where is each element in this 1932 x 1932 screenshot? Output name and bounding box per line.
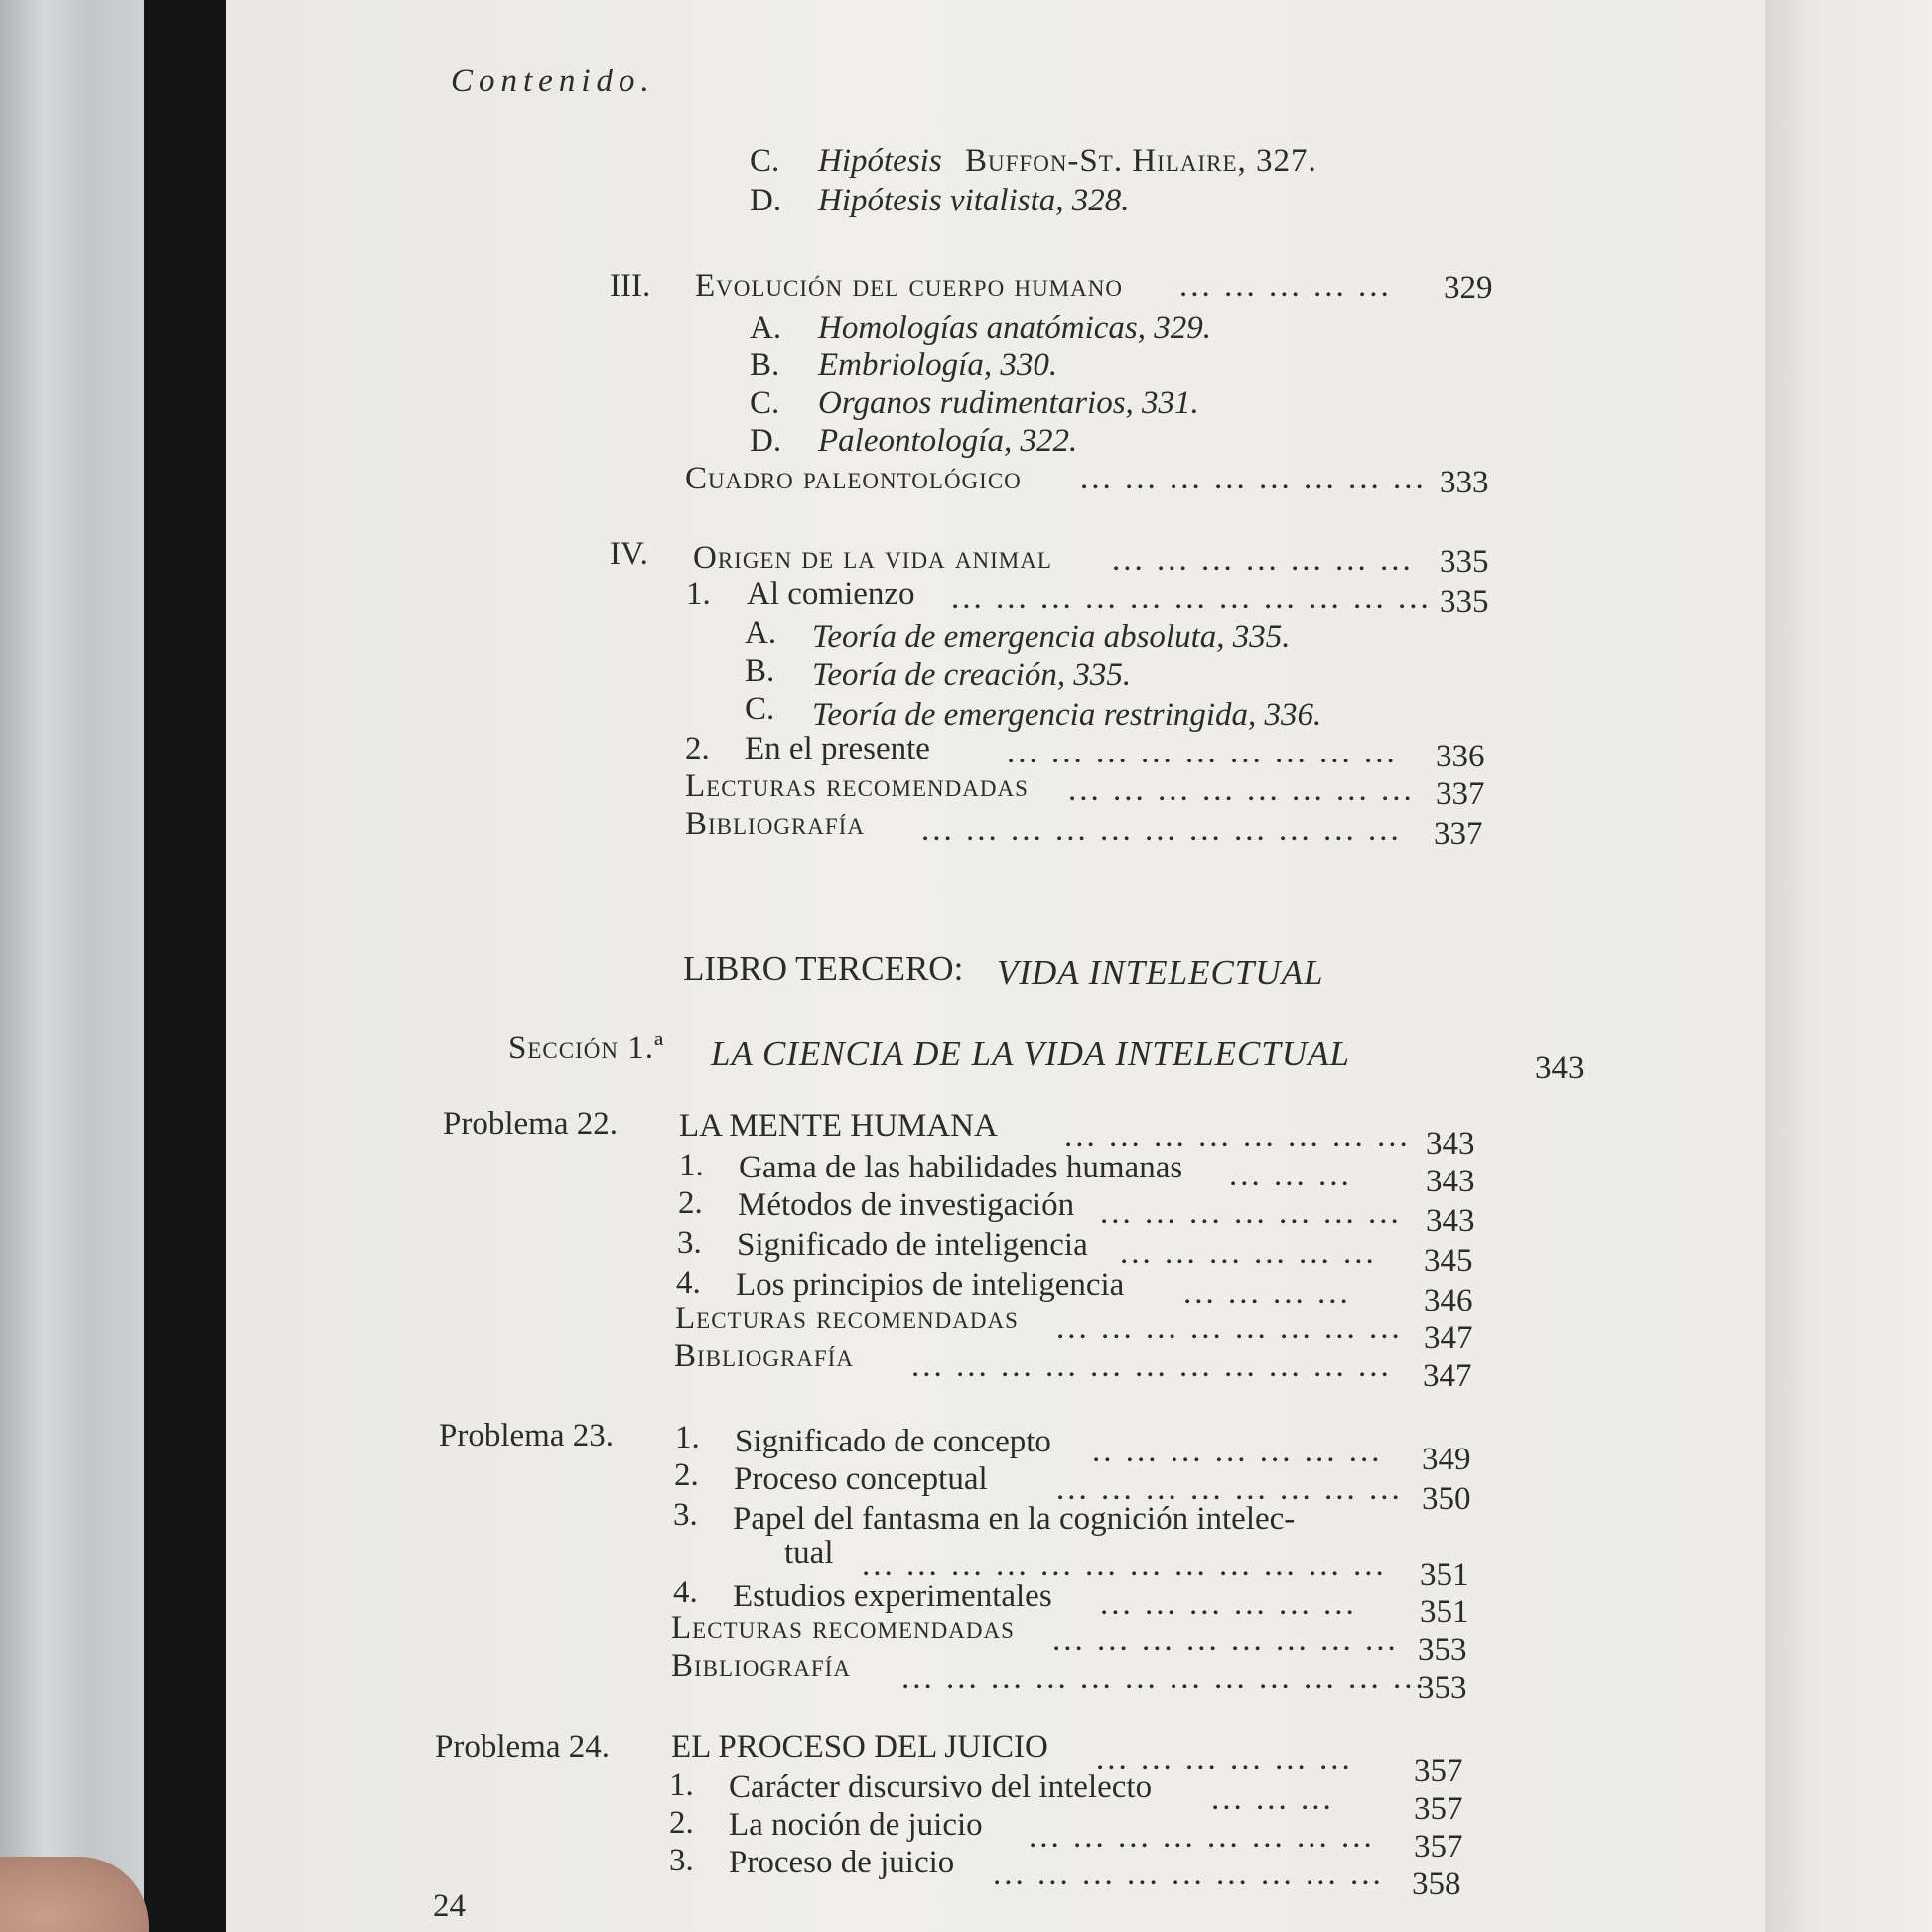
entry-page: 329 (1444, 270, 1493, 306)
entry-mark: B. (745, 653, 775, 689)
leader-dots: ... ... ... ... ... ... (1120, 1235, 1377, 1271)
entry-page: 351 (1420, 1557, 1469, 1592)
entry-mark: 1. (679, 1148, 704, 1183)
leader-dots: ... ... ... ... ... ... ... ... (1029, 1819, 1375, 1855)
entry-title: Cuadro paleontológico (685, 461, 1022, 496)
entry-title: Significado de inteligencia (737, 1227, 1088, 1263)
leader-dots: ... ... ... (1211, 1781, 1334, 1817)
entry-title: LA MENTE HUMANA (679, 1108, 998, 1144)
entry-title: Proceso de juicio (729, 1845, 955, 1880)
running-header: Contenido. (451, 64, 655, 99)
entry-title-extra: Buffon-St. Hilaire, 327. (965, 143, 1317, 179)
leader-dots: ... ... ... ... ... ... (1100, 1587, 1357, 1622)
entry-title: Teoría de emergencia absoluta, 335. (812, 620, 1291, 655)
entry-page: 357 (1414, 1829, 1463, 1864)
book-page (226, 0, 1765, 1932)
entry-title: Hipótesis (818, 143, 942, 179)
leader-dots: ... ... ... ... ... ... ... ... ... ... ... ... (901, 1660, 1427, 1696)
leader-dots: ... ... ... ... ... ... ... ... ... ... ... (911, 1348, 1392, 1384)
entry-title: Métodos de investigación (738, 1187, 1075, 1223)
entry-title: Lecturas recomendadas (675, 1301, 1019, 1336)
book-title: VIDA INTELECTUAL (997, 953, 1324, 992)
problem-label: Problema 22. (443, 1106, 618, 1142)
entry-mark: A. (750, 310, 782, 345)
entry-title: Bibliografía (685, 806, 865, 842)
entry-page: 347 (1424, 1320, 1473, 1356)
entry-page: 345 (1424, 1243, 1473, 1279)
entry-page: 353 (1418, 1632, 1467, 1668)
problem-label: Problema 23. (439, 1418, 614, 1453)
entry-mark: 2. (678, 1185, 703, 1221)
entry-page: 347 (1423, 1358, 1472, 1394)
entry-title: Origen de la vida animal (693, 540, 1052, 576)
book-label: LIBRO TERCERO: (683, 949, 964, 988)
entry-mark: 1. (686, 576, 711, 612)
entry-mark: 3. (669, 1843, 694, 1878)
leader-dots: .. ... ... ... ... ... ... (1092, 1434, 1383, 1469)
leader-dots: ... ... ... ... ... ... ... (1100, 1195, 1402, 1231)
next-page-edge (1765, 0, 1932, 1932)
entry-mark: IV. (610, 536, 648, 572)
entry-page: 350 (1422, 1481, 1471, 1517)
entry-page: 343 (1426, 1164, 1475, 1199)
problem-label: Problema 24. (435, 1729, 610, 1765)
entry-mark: D. (750, 183, 782, 218)
entry-mark: C. (750, 143, 780, 179)
leader-dots: ... ... ... ... ... ... ... ... (1064, 1118, 1411, 1154)
leader-dots: ... ... ... ... ... ... ... ... (1080, 461, 1427, 496)
entry-page: 346 (1424, 1283, 1473, 1318)
entry-title: Teoría de creación, 335. (812, 657, 1132, 693)
entry-title: EL PROCESO DEL JUICIO (671, 1729, 1048, 1765)
entry-title: Embriología, 330. (818, 347, 1058, 383)
entry-mark: C. (745, 691, 775, 727)
background-left (0, 0, 149, 1932)
leader-dots: ... ... ... ... ... ... ... ... ... (993, 1857, 1384, 1892)
book-binding (144, 0, 228, 1932)
leader-dots: ... ... ... (1229, 1158, 1352, 1193)
entry-page: 357 (1414, 1753, 1463, 1789)
entry-title: Lecturas recomendadas (671, 1610, 1015, 1646)
entry-page: 343 (1426, 1126, 1475, 1162)
entry-page: 357 (1414, 1791, 1463, 1827)
entry-page: 336 (1436, 739, 1485, 774)
entry-mark: 3. (673, 1497, 698, 1533)
entry-page: 335 (1440, 544, 1489, 580)
entry-page: 333 (1440, 465, 1489, 500)
entry-title: Hipótesis vitalista, 328. (818, 183, 1130, 218)
leader-dots: ... ... ... ... ... ... ... ... ... (1007, 735, 1398, 770)
entry-title: Paleontología, 322. (818, 423, 1078, 459)
entry-mark: 4. (673, 1575, 698, 1610)
entry-title: Bibliografía (671, 1648, 851, 1684)
leader-dots: ... ... ... ... ... ... (1096, 1741, 1353, 1777)
entry-title: En el presente (745, 731, 930, 766)
entry-mark: D. (750, 423, 782, 459)
entry-mark: A. (745, 616, 777, 651)
entry-title: Gama de las habilidades humanas (739, 1150, 1183, 1185)
entry-title: Bibliografía (674, 1338, 854, 1374)
entry-mark: 4. (676, 1265, 701, 1301)
entry-title: Al comienzo (747, 576, 915, 612)
entry-title: Los principios de inteligencia (736, 1267, 1125, 1303)
entry-title: Teoría de emergencia restringida, 336. (812, 697, 1322, 733)
entry-title: Significado de concepto (735, 1424, 1051, 1459)
entry-page: 349 (1422, 1442, 1471, 1477)
leader-dots: ... ... ... ... ... ... ... ... (1052, 1622, 1399, 1658)
entry-title: tual (784, 1535, 834, 1571)
entry-title: Organos rudimentarios, 331. (818, 385, 1199, 421)
leader-dots: ... ... ... ... ... ... ... ... ... ... ... (951, 580, 1432, 616)
entry-mark: 2. (674, 1457, 699, 1493)
section-label: Sección 1.ª (508, 1031, 665, 1066)
entry-page: 351 (1420, 1594, 1469, 1630)
leader-dots: ... ... ... ... ... ... ... ... (1056, 1311, 1403, 1346)
page-number: 24 (433, 1888, 466, 1924)
entry-title: Proceso conceptual (734, 1461, 988, 1497)
entry-page: 343 (1426, 1203, 1475, 1239)
entry-title: Lecturas recomendadas (685, 768, 1029, 804)
section-title: LA CIENCIA DE LA VIDA INTELECTUAL (711, 1035, 1350, 1073)
leader-dots: ... ... ... ... ... ... ... ... ... ... ... (921, 812, 1402, 848)
entry-title: Homologías anatómicas, 329. (818, 310, 1211, 345)
entry-page: 358 (1412, 1866, 1461, 1902)
leader-dots: ... ... ... ... ... (1179, 268, 1392, 304)
entry-mark: 1. (669, 1767, 694, 1803)
entry-page: 337 (1434, 816, 1483, 852)
entry-title: Papel del fantasma en la cognición intelec- (733, 1501, 1296, 1537)
entry-mark: C. (750, 385, 780, 421)
leader-dots: ... ... ... ... ... ... ... (1112, 542, 1414, 578)
entry-page: 353 (1418, 1670, 1467, 1706)
entry-mark: B. (750, 347, 780, 383)
entry-mark: 2. (685, 731, 710, 766)
entry-title: Estudios experimentales (733, 1579, 1052, 1614)
leader-dots: ... ... ... ... ... ... ... ... (1056, 1471, 1403, 1507)
entry-title: Carácter discursivo del intelecto (729, 1769, 1153, 1805)
entry-page: 335 (1440, 584, 1489, 620)
entry-page: 337 (1436, 776, 1485, 812)
entry-mark: 1. (675, 1420, 700, 1455)
entry-mark: III. (610, 268, 651, 304)
entry-mark: 2. (669, 1805, 694, 1841)
entry-title: La noción de juicio (729, 1807, 983, 1843)
entry-mark: 3. (677, 1225, 702, 1261)
entry-title: Evolución del cuerpo humano (695, 268, 1123, 304)
leader-dots: ... ... ... ... ... ... ... ... (1068, 772, 1415, 808)
leader-dots: ... ... ... ... ... ... ... ... ... ... ... ... (862, 1547, 1387, 1583)
section-page: 343 (1535, 1050, 1585, 1086)
leader-dots: ... ... ... ... (1183, 1275, 1351, 1311)
